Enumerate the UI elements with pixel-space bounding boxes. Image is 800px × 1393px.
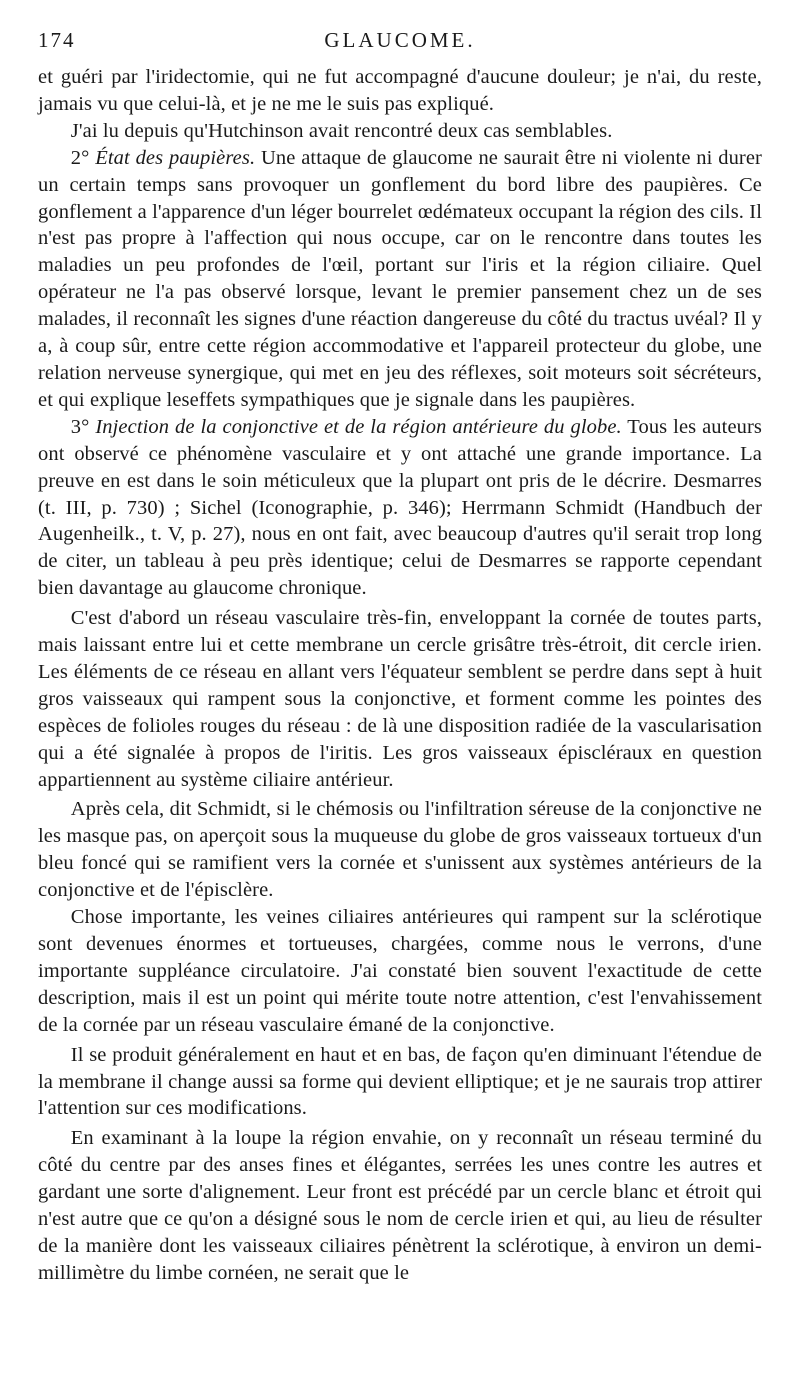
page-number: 174 xyxy=(38,28,76,52)
paragraph: Après cela, dit Schmidt, si le chémosis ou l'infiltration séreuse de la conjonctive ne les masque pas, on aperçoit sous la muqueuse du globe de gros vaisseaux tortueux d'un bleu foncé qui se ramifient vers la cornée et s'unissent aux systèmes antérieurs de la conjonctive et de l'épisclère. xyxy=(38,798,762,902)
section-title: Injection de la conjonctive et de la région antérieure du globe. xyxy=(95,415,622,438)
paragraph: En examinant à la loupe la région envahie, on y reconnaît un réseau terminé du côté du centre par des anses fines et élégantes, serrées les unes contre les autres et gardant une sorte d'alignement. Leur front est précédé par un cercle blanc et étroit qui n'est autre que ce qu'on a désigné sous le nom de cercle irien et qui, au lieu de résulter de la manière dont les vaisseaux ciliaires pénètrent la sclérotique, à environ un demi-millimètre du limbe cornéen, ne serait que le xyxy=(38,1127,762,1284)
section-title: État des paupières. xyxy=(95,146,256,169)
section-number: 3° xyxy=(70,415,90,438)
paragraph: Il se produit généralement en haut et en bas, de façon qu'en diminuant l'étendue de la membrane il change aussi sa forme qui devient elliptique; et je ne saurais trop attirer l'attention sur ces modifications. xyxy=(38,1043,762,1120)
paragraph-continuation: et guéri par l'iridectomie, qui ne fut accompagné d'aucune douleur; je n'ai, du reste, jamais vu que celui-là, et je ne me le suis pas expliqué. xyxy=(38,66,762,115)
section-paragraph-eyelids: 2° État des paupières. Une attaque de glaucome ne saurait être ni violente ni durer un certain temps sans provoquer un gonflement du bord libre des paupières. Ce gonflement a l'apparence d'un léger bourrelet œdémateux occupant la région des cils. Il n'est pas propre à l'affection qui nous occupe, car on le rencontre dans toutes les maladies un peu profondes de l'œil, portant sur l'iris et la région ciliaire. Quel opérateur ne l'a pas observé lorsque, levant le premier pansement chez un de ses malades, il reconnaît les signes d'une réaction dangereuse du côté du tractus uvéal? Il y a, à coup sûr, entre cette région accommodative et l'appareil protecteur du globe, une relation nerveuse synergique, qui met en jeu des réflexes, soit moteurs soit sécréteurs, et qui explique leseffets sympathiques que je signale dans les paupières. xyxy=(38,146,762,411)
paragraph: C'est d'abord un réseau vasculaire très-fin, enveloppant la cornée de toutes parts, mais laissant entre lui et cette membrane un cercle grisâtre très-étroit, dit cercle irien. Les éléments de ce réseau en allant vers l'équateur semblent se perdre dans sept à huit gros vaisseaux qui rampent sous la conjonctive, et forment comme les pointes des espèces de folioles rouges du réseau : de là une disposition radiée de la vascularisation qui a été signalée à propos de l'iritis. Les gros vaisseaux épiscléraux en question appartiennent au système ciliaire antérieur. xyxy=(38,607,762,791)
running-title: GLAUCOME. xyxy=(324,28,476,52)
section-paragraph-injection: 3° Injection de la conjonctive et de la région antérieure du globe. Tous les auteurs ont observé ce phénomène vasculaire et y ont attaché une grande importance. La preuve en est dans le soin méticuleux que la plupart ont pris de le décrire. Desmarres (t. III, p. 730) ; Sichel (Iconographie, p. 346); Herrmann Schmidt (Handbuch der Augenheilk., t. V, p. 27), nous en ont fait, avec beaucoup d'autres qu'il serait trop long de citer, un tableau à peu près identique; celui de Desmarres se rapporte cependant bien davantage au glaucome chronique. xyxy=(38,415,763,600)
paragraph: J'ai lu depuis qu'Hutchinson avait rencontré deux cas semblables. xyxy=(70,119,613,142)
page-header xyxy=(38,28,762,64)
page-body xyxy=(38,64,762,1287)
section-number: 2° xyxy=(70,146,90,169)
paragraph: Chose importante, les veines ciliaires antérieures qui rampent sur la sclérotique sont devenues énormes et tortueuses, chargées, comme nous le verrons, d'une importante suppléance circulatoire. J'ai constaté bien souvent l'exactitude de cette description, mais il est un point qui mérite toute notre attention, c'est l'envahissement de la cornée par un réseau vasculaire émané de la conjonctive. xyxy=(38,906,762,1036)
